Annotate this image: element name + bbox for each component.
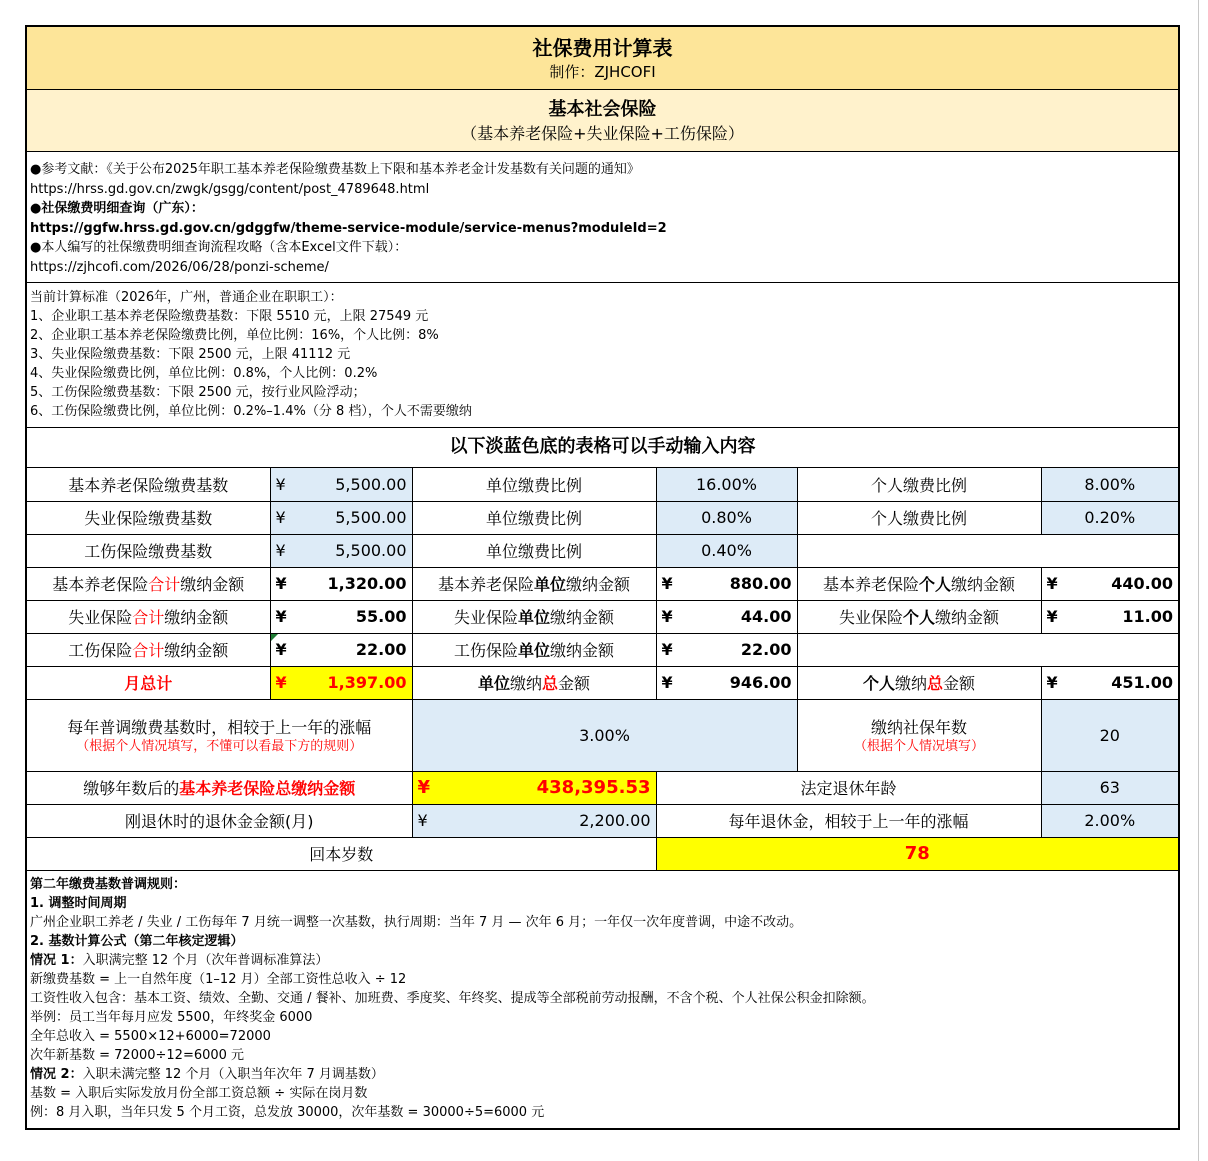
injury-base-value: 5,500.00 (335, 541, 407, 560)
unemployment-unit-amount-value: 44.00 (740, 607, 792, 626)
calc-table (27, 468, 1178, 871)
table-row (27, 837, 1178, 870)
unemployment-unit-rate-input[interactable]: 0.80% (656, 501, 797, 534)
injury-unit-amount-value: 22.00 (740, 640, 792, 659)
table-row (27, 468, 1178, 501)
spreadsheet (25, 25, 1180, 1130)
unemployment-personal-rate-input[interactable]: 0.20% (1041, 501, 1178, 534)
personal-pay-total-label: 个人缴纳总金额 (797, 666, 1041, 699)
standard-line: 5、工伤保险缴费基数：下限 2500 元，按行业风险浮动； (30, 385, 366, 400)
injury-unit-amount-cell[interactable]: ¥ 22.00 (656, 633, 797, 666)
currency-symbol: ¥ (275, 474, 286, 494)
injury-base-input[interactable] (270, 534, 412, 567)
pension-total-value: 1,320.00 (327, 574, 407, 593)
reference-3-url: https://zjhcofi.com/2026/06/28/ponzi-scheme/ (30, 259, 329, 275)
growth-rate-input[interactable]: 3.00% (412, 699, 797, 771)
title-section (27, 27, 1178, 90)
pension-unit-amount-value: 880.00 (729, 574, 792, 593)
pension-personal-amount-cell[interactable]: ¥ 440.00 (1041, 567, 1178, 600)
table-row (27, 804, 1178, 837)
pension-amount-label: 刚退休时的退休金金额(月) (27, 804, 412, 837)
unit-rate-label: 单位缴费比例 (412, 468, 656, 501)
empty-cell[interactable] (797, 633, 1178, 666)
rules-line: 全年总收入 = 5500×12+6000=72000 (30, 1028, 271, 1044)
retire-age-input[interactable]: 63 (1041, 771, 1178, 804)
currency-symbol: ¥ (275, 541, 286, 560)
total-pension-value: 438,395.53 (536, 777, 651, 798)
table-row (27, 567, 1178, 600)
unit-rate-label: 单位缴费比例 (412, 534, 656, 567)
month-total-label: 月总计 (27, 666, 270, 699)
injury-total-cell[interactable]: ¥ 22.00 (270, 633, 412, 666)
injury-unit-amount-label: 工伤保险单位缴纳金额 (412, 633, 656, 666)
unemployment-base-value: 5,500.00 (335, 508, 407, 527)
pension-personal-rate-input[interactable]: 8.00% (1041, 468, 1178, 501)
personal-pay-total-cell[interactable]: ¥ 451.00 (1041, 666, 1178, 699)
unemployment-personal-amount-value: 11.00 (1122, 607, 1173, 626)
table-row (27, 771, 1178, 804)
unemployment-unit-amount-label: 失业保险单位缴纳金额 (412, 600, 656, 633)
section-title: 基本社会保险 (548, 99, 657, 120)
unit-rate-label: 单位缴费比例 (412, 501, 656, 534)
payback-age-value[interactable]: 78 (656, 837, 1178, 870)
personal-rate-label: 个人缴费比例 (797, 468, 1041, 501)
rules-section-title: 1. 调整时间周期 (30, 895, 127, 911)
unemployment-unit-amount-cell[interactable]: ¥ 44.00 (656, 600, 797, 633)
rules-line: 工资性收入包含：基本工资、绩效、全勤、交通 / 餐补、加班费、季度奖、年终奖、提成等全部税前劳动报酬，不含个税、个人社保公积金扣除额。 (30, 990, 875, 1006)
input-tip: 以下淡蓝色底的表格可以手动输入内容 (27, 428, 1178, 468)
payback-age-label: 回本岁数 (27, 837, 656, 870)
pension-unit-amount-cell[interactable]: ¥ 880.00 (656, 567, 797, 600)
pension-amount-value: 2,200.00 (579, 811, 651, 830)
injury-total-value: 22.00 (355, 640, 407, 659)
pension-total-cell[interactable]: ¥ 1,320.00 (270, 567, 412, 600)
rules-line: 广州企业职工养老 / 失业 / 工伤每年 7 月统一调整一次基数，执行周期：当年 7 月 — 次年 6 月；一年仅一次年度普调，中途不改动。 (30, 914, 803, 930)
table-row (27, 633, 1178, 666)
pension-base-value: 5,500.00 (335, 474, 407, 494)
pension-growth-label: 每年退休金，相较于上一年的涨幅 (656, 804, 1041, 837)
section-subtitle: （基本养老保险+失业保险+工伤保险） (461, 124, 744, 143)
reference-1-label: ●参考文献：《关于公布2025年职工基本养老保险缴费基数上下限和基本养老金计发基数有关问题的通知》 (30, 162, 640, 177)
standard-line: 4、失业保险缴费比例，单位比例：0.8%，个人比例：0.2% (30, 366, 378, 381)
pension-growth-input[interactable]: 2.00% (1041, 804, 1178, 837)
pension-base-input[interactable] (270, 468, 412, 501)
injury-base-label: 工伤保险缴费基数 (27, 534, 270, 567)
rules-line: 新缴费基数 = 上一自然年度（1–12 月）全部工资性总收入 ÷ 12 (30, 971, 407, 987)
standard-line: 2、企业职工基本养老保险缴费比例，单位比例：16%，个人比例：8% (30, 328, 439, 343)
years-input[interactable]: 20 (1041, 699, 1178, 771)
unemployment-personal-amount-label: 失业保险个人缴纳金额 (797, 600, 1041, 633)
month-total-cell[interactable]: ¥ 1,397.00 (270, 666, 412, 699)
table-row (27, 666, 1178, 699)
unit-pay-total-cell[interactable]: ¥ 946.00 (656, 666, 797, 699)
table-row (27, 600, 1178, 633)
total-pension-cell[interactable]: ¥ 438,395.53 (412, 771, 656, 804)
rules-line: 基数 = 入职后实际发放月份全部工资总额 ÷ 实际在岗月数 (30, 1085, 368, 1101)
reference-2-url: https://ggfw.hrss.gd.gov.cn/gdggfw/theme-service-module/service-menus?moduleId=2 (30, 220, 667, 236)
standard-cell[interactable] (27, 283, 1178, 428)
reference-2-label: ●社保缴费明细查询（广东）： (30, 201, 204, 216)
sheet-gridline (1198, 0, 1199, 1161)
rules-line: 次年新基数 = 72000÷12=6000 元 (30, 1047, 245, 1063)
unemployment-total-label: 失业保险合计缴纳金额 (27, 600, 270, 633)
rules-cell[interactable] (27, 871, 1178, 1128)
retire-age-label: 法定退休年龄 (656, 771, 1041, 804)
standard-line: 1、企业职工基本养老保险缴费基数：下限 5510 元，上限 27549 元 (30, 309, 429, 324)
month-total-value: 1,397.00 (327, 673, 407, 692)
years-label: 缴纳社保年数 （根据个人情况填写） (797, 699, 1041, 771)
rules-case-title: 情况 1：入职满完整 12 个月（次年普调标准算法） (30, 952, 329, 968)
injury-total-label: 工伤保险合计缴纳金额 (27, 633, 270, 666)
reference-3-label: ●本人编写的社保缴费明细查询流程攻略（含本Excel文件下载）： (30, 240, 408, 255)
standard-line: 3、失业保险缴费基数：下限 2500 元，上限 41112 元 (30, 347, 351, 362)
unemployment-base-input[interactable] (270, 501, 412, 534)
unit-pay-total-value: 946.00 (729, 673, 792, 692)
unemployment-total-cell[interactable]: ¥ 55.00 (270, 600, 412, 633)
unit-pay-total-label: 单位缴纳总金额 (412, 666, 656, 699)
standard-line: 6、工伤保险缴费比例，单位比例：0.2%–1.4%（分 8 档），个人不需要缴纳 (30, 404, 472, 419)
unemployment-base-label: 失业保险缴费基数 (27, 501, 270, 534)
author-line: 制作：ZJHCOFI (549, 63, 656, 81)
references-cell[interactable] (27, 152, 1178, 283)
pension-personal-amount-value: 440.00 (1111, 574, 1173, 593)
pension-unit-rate-input[interactable]: 16.00% (656, 468, 797, 501)
injury-unit-rate-input[interactable]: 0.40% (656, 534, 797, 567)
table-row (27, 699, 1178, 771)
personal-rate-label: 个人缴费比例 (797, 501, 1041, 534)
reference-1-url: https://hrss.gd.gov.cn/zwgk/gsgg/content/post_4789648.html (30, 181, 430, 197)
rules-case-title: 情况 2：入职未满完整 12 个月（入职当年次年 7 月调基数） (30, 1066, 384, 1082)
pension-total-label: 基本养老保险合计缴纳金额 (27, 567, 270, 600)
pension-base-label: 基本养老保险缴费基数 (27, 468, 270, 501)
page-title: 社保费用计算表 (532, 36, 673, 60)
personal-pay-total-value: 451.00 (1111, 673, 1173, 692)
growth-rate-label: 每年普调缴费基数时，相较于上一年的涨幅 （根据个人情况填写，不懂可以看最下方的规则） (27, 699, 412, 771)
unemployment-personal-amount-cell[interactable]: ¥ 11.00 (1041, 600, 1178, 633)
table-row (27, 501, 1178, 534)
rules-line: 例：8 月入职，当年只发 5 个月工资，总发放 30000，次年基数 = 30000÷5=6000 元 (30, 1104, 545, 1120)
standard-line: 当前计算标准（2026年，广州，普通企业在职职工）： (30, 290, 343, 305)
rules-section-title: 2. 基数计算公式（第二年核定逻辑） (30, 933, 244, 949)
unemployment-total-value: 55.00 (355, 607, 407, 626)
total-pension-label: 缴够年数后的基本养老保险总缴纳金额 (27, 771, 412, 804)
currency-symbol: ¥ (275, 508, 286, 527)
subtitle-section (27, 90, 1178, 152)
empty-cell[interactable] (797, 534, 1178, 567)
pension-unit-amount-label: 基本养老保险单位缴纳金额 (412, 567, 656, 600)
pension-personal-amount-label: 基本养老保险个人缴纳金额 (797, 567, 1041, 600)
rules-line: 举例：员工当年每月应发 5500，年终奖金 6000 (30, 1009, 313, 1025)
table-row (27, 534, 1178, 567)
rules-title: 第二年缴费基数普调规则： (30, 876, 187, 892)
pension-amount-input[interactable]: ¥ 2,200.00 (412, 804, 656, 837)
